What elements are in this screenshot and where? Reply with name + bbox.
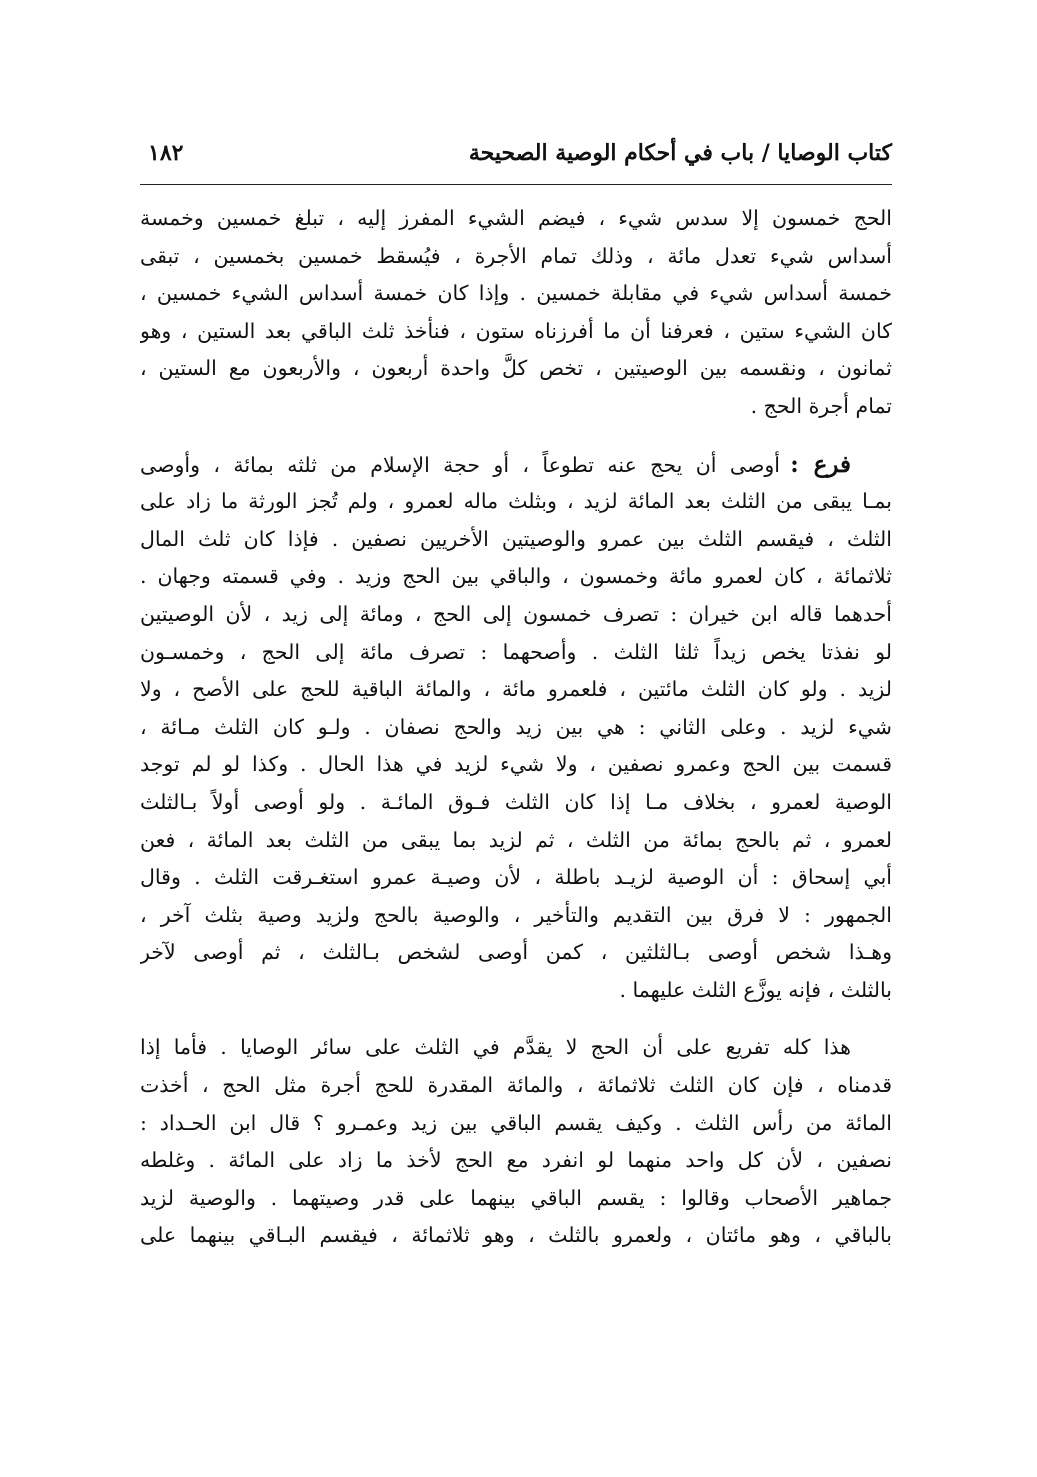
text-line: الجمهور : لا فرق بين التقديم والتأخير ، والوصية بالحج ولزيد وصية بثلث آخر ، — [140, 902, 892, 927]
section-keyword: فرع : — [790, 450, 851, 478]
running-header — [140, 136, 892, 180]
text-line: تمام أجرة الحج . — [750, 393, 892, 418]
text-line: أسداس شيء تعدل مائة ، وذلك تمام الأجرة ، فيُسقط خمسين بخمسين ، تبقى — [140, 243, 892, 268]
text-line: الوصية لعمرو ، بخلاف مـا إذا كان الثلث فـوق المائـة . ولو أوصى أولاً بـالثلث — [140, 789, 892, 814]
chapter-title: كتاب الوصايا / باب في أحكام الوصية الصحيحة — [468, 140, 892, 166]
text-line: قدمناه ، فإن كان الثلث ثلاثمائة ، والمائة المقدرة للحج أجرة مثل الحج ، أخذت — [140, 1073, 892, 1098]
text-line: بمـا يبقى من الثلث بعد المائة لزيد ، وبثلث ماله لعمرو ، ولم تُجز الورثة ما زاد على — [140, 489, 892, 514]
text-line: المائة من رأس الثلث . وكيف يقسم الباقي بين زيد وعمـرو ؟ قال ابن الحـداد : — [140, 1110, 892, 1135]
text-line: ثلاثمائة ، كان لعمرو مائة وخمسون ، والباقي بين الحج وزيد . وفي قسمته وجهان . — [140, 564, 892, 589]
paragraph-far — [140, 446, 892, 1010]
text-line: خمسة أسداس شيء في مقابلة خمسين . وإذا كان خمسة أسداس الشيء خمسين ، — [140, 281, 892, 306]
text-line: بالباقي ، وهو مائتان ، ولعمرو بالثلث ، وهو ثلاثمائة ، فيقسم البـاقي بينهما على — [140, 1223, 892, 1248]
text-line: بالثلث ، فإنه يوزَّع الثلث عليهما . — [619, 977, 892, 1002]
text-line-content: هذا كله تفريع على أن الحج لا يقدَّم في الثلث على سائر الوصايا . فأما إذا — [140, 1035, 851, 1060]
text-line-first — [140, 1029, 892, 1067]
body-text — [140, 200, 892, 1255]
text-line: شيء لزيد . وعلى الثاني : هي بين زيد والحج نصفان . ولـو كان الثلث مـائة ، — [140, 714, 892, 739]
text-line: ثمانون ، ونقسمه بين الوصيتين ، تخص كلَّ واحدة أربعون ، والأربعون مع الستين ، — [140, 356, 892, 381]
text-line: جماهير الأصحاب وقالوا : يقسم الباقي بينهما على قدر وصيتهما . والوصية لزيد — [140, 1185, 892, 1210]
text-line: الحج خمسون إلا سدس شيء ، فيضم الشيء المفرز إليه ، تبلغ خمسين وخمسة — [140, 206, 892, 230]
text-line-first — [140, 446, 892, 484]
text-line: لعمرو ، ثم بالحج بمائة من الثلث ، ثم لزيد بما يبقى من الثلث بعد المائة ، فعن — [140, 827, 892, 852]
header-divider — [140, 184, 892, 185]
text-line: لزيد . ولو كان الثلث مائتين ، فلعمرو مائة ، والمائة الباقية للحج على الأصح ، ولا — [140, 677, 892, 702]
paragraph-spacer — [140, 426, 892, 446]
text-line-content: أوصى أن يحج عنه تطوعاً ، أو حجة الإسلام من ثلثه بمائة ، وأوصى — [140, 452, 780, 477]
text-line: الثلث ، فيقسم الثلث بين عمرو والوصيتين الأخريين نصفين . فإذا كان ثلث المال — [140, 526, 892, 551]
text-line: قسمت بين الحج وعمرو نصفين ، ولا شيء لزيد في هذا الحال . وكذا لو لم توجد — [140, 752, 892, 777]
paragraph — [140, 1029, 892, 1255]
paragraph-spacer — [140, 1009, 892, 1029]
page-number: ١٨٢ — [148, 140, 184, 166]
text-line: كان الشيء ستين ، فعرفنا أن ما أفرزناه ستون ، فنأخذ ثلث الباقي بعد الستين ، وهو — [140, 318, 892, 343]
paragraph — [140, 200, 892, 426]
text-line: أحدهما قاله ابن خيران : تصرف خمسون إلى الحج ، ومائة إلى زيد ، لأن الوصيتين — [140, 601, 892, 626]
text-line: لو نفذتا يخص زيداً ثلثا الثلث . وأصحهما : تصرف مائة إلى الحج ، وخمسـون — [140, 639, 892, 664]
text-line: أبي إسحاق : أن الوصية لزيـد باطلة ، لأن وصيـة عمرو استغـرقت الثلث . وقال — [140, 865, 892, 890]
text-line: وهـذا شخص أوصى بـالثلثين ، كمن أوصى لشخص بـالثلث ، ثم أوصى لآخر — [140, 940, 892, 965]
text-line: نصفين ، لأن كل واحد منهما لو انفرد مع الحج لأخذ ما زاد على المائة . وغلطه — [140, 1148, 892, 1173]
